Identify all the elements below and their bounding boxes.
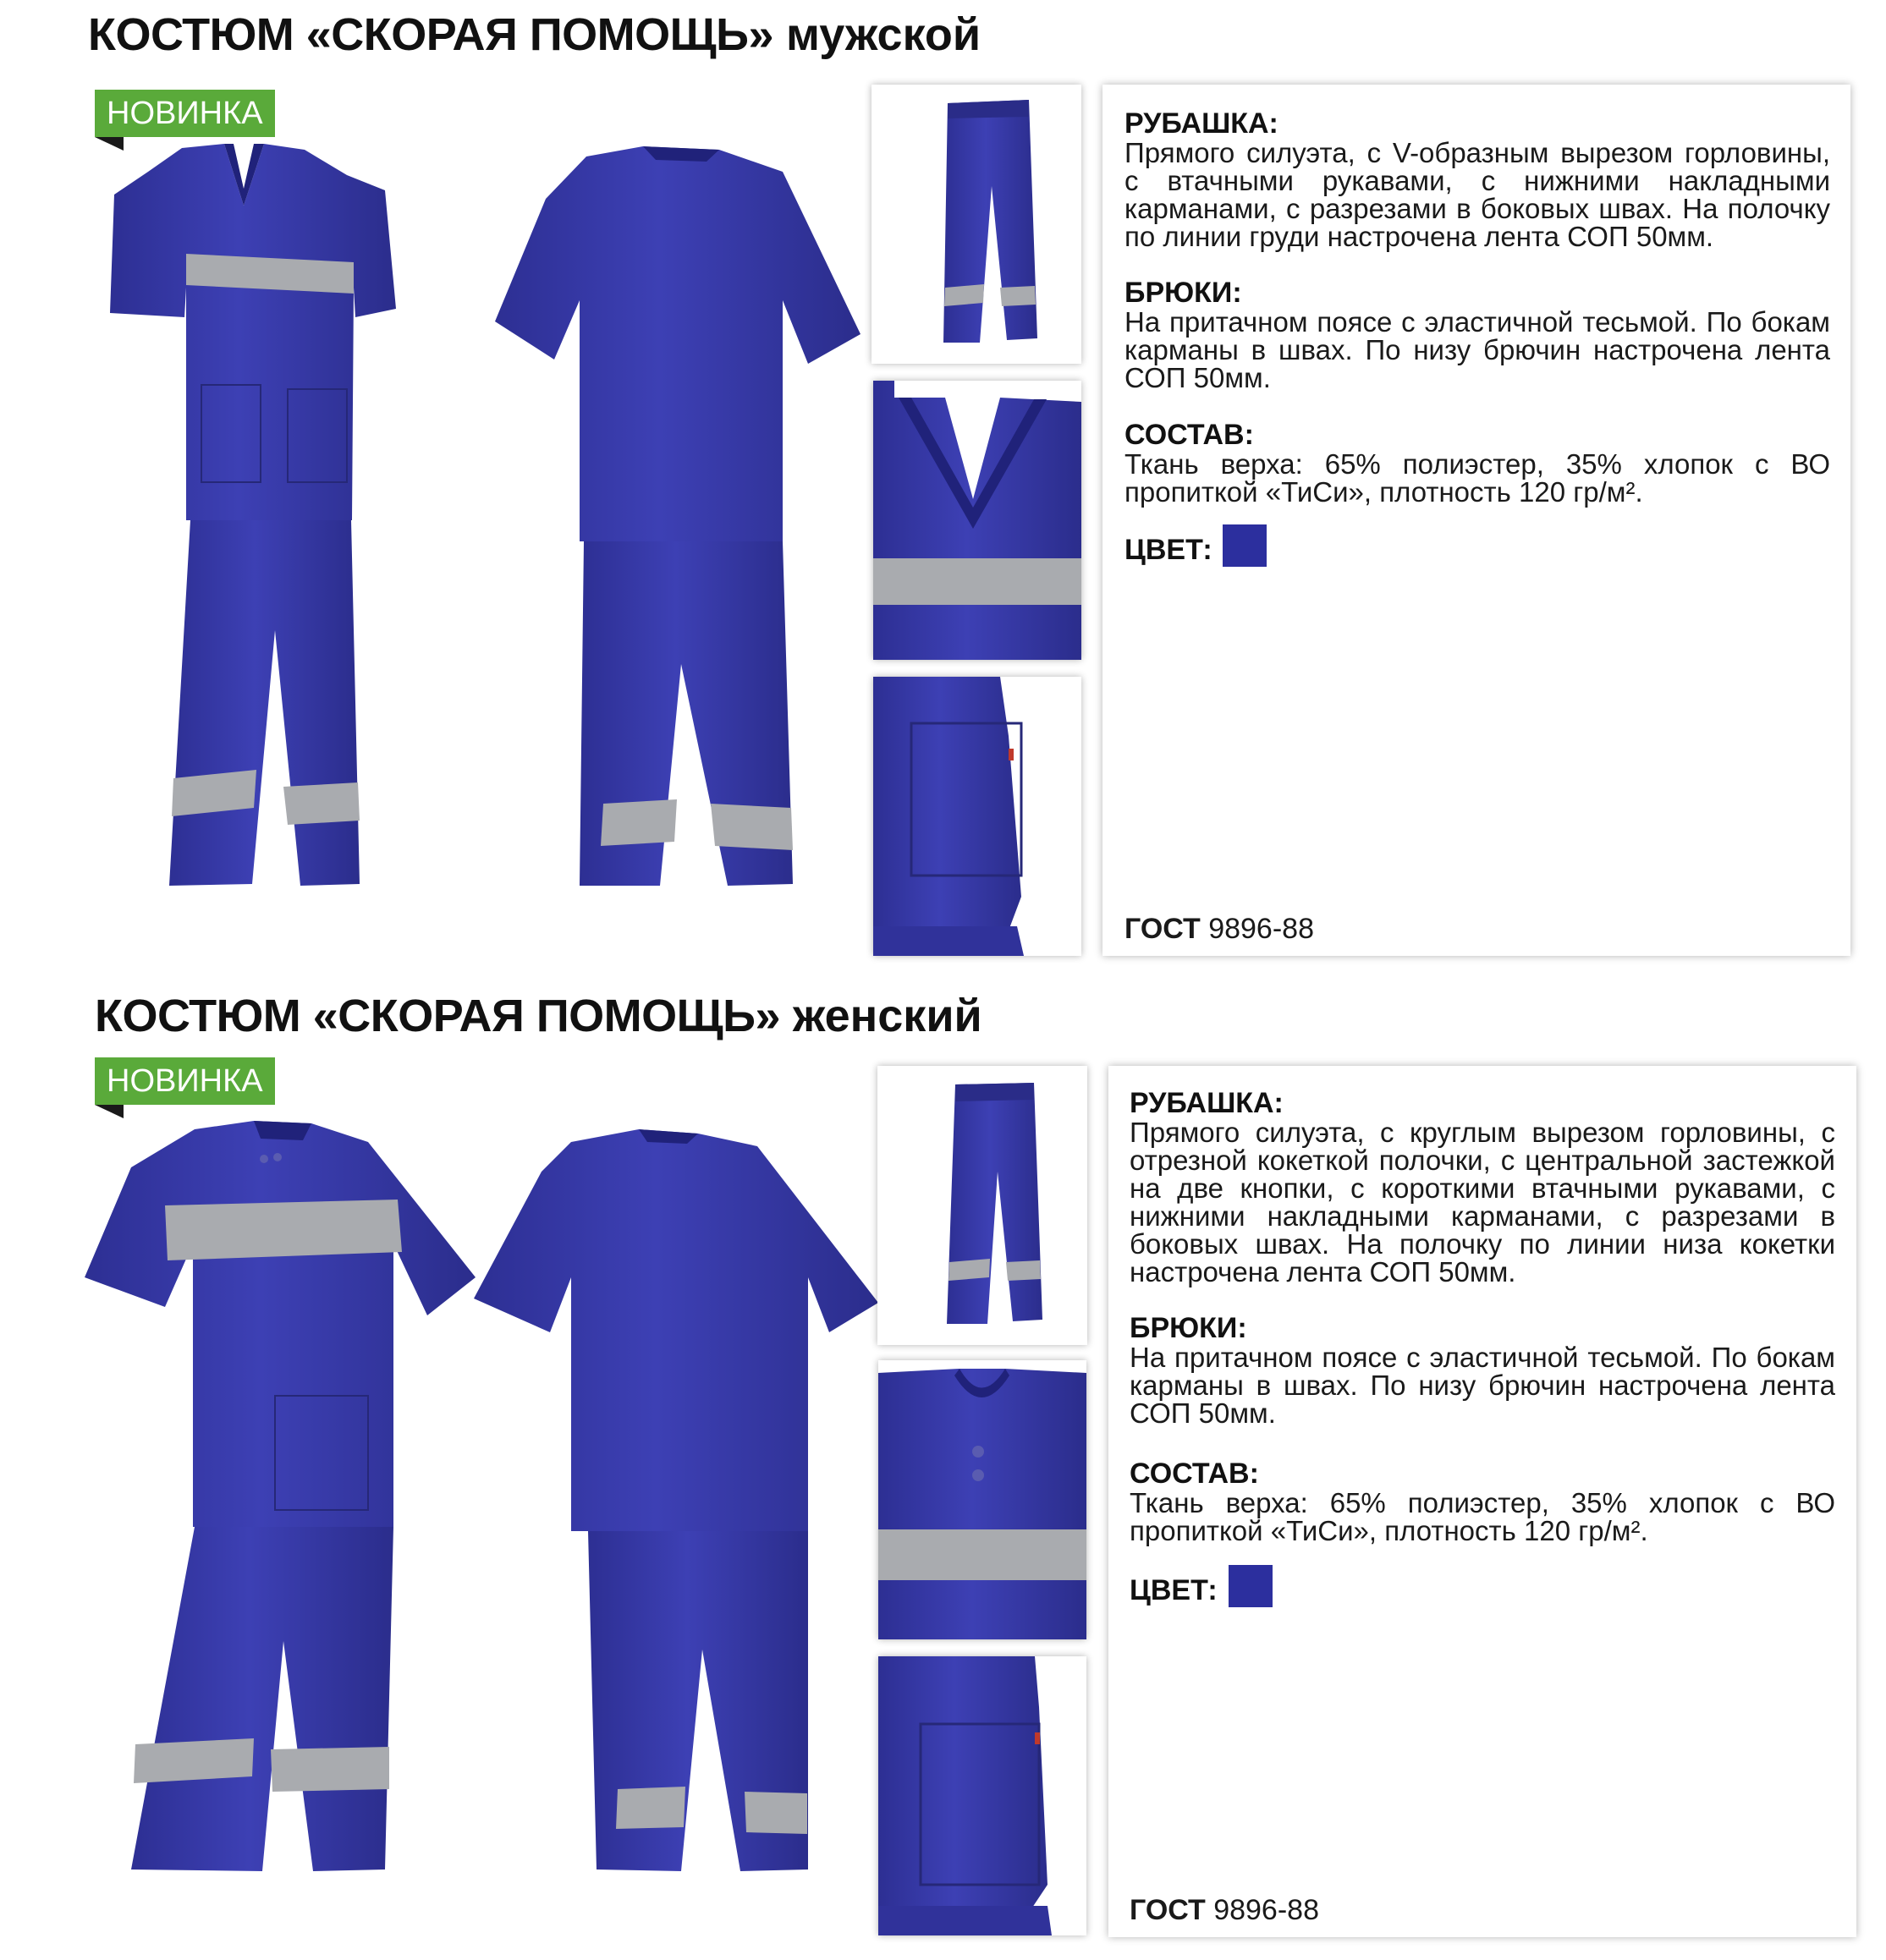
collar-detail-image bbox=[873, 381, 1081, 660]
composition-description: Ткань верха: 65% полиэстер, 35% хлопок с ВО пропиткой «ТиСи», плотность 120 гр/м². bbox=[1130, 1487, 1835, 1546]
product-info-box bbox=[1102, 85, 1850, 956]
pocket-detail-thumbnail[interactable] bbox=[873, 677, 1081, 956]
pants-label: БРЮКИ: bbox=[1130, 1312, 1247, 1344]
pocket-detail-image bbox=[878, 1656, 1086, 1935]
pants-thumbnail[interactable] bbox=[877, 1066, 1087, 1345]
collar-detail-image bbox=[878, 1360, 1086, 1639]
suit-back-image bbox=[495, 140, 867, 892]
shirt-description: Прямого силуэта, с V-образным вырезом горловины, с втачными рукавами, с нижними накладными карманами, с разрезами в боковых швах. На полочку по линии груди настрочена лента СОП 50мм. bbox=[1124, 137, 1830, 252]
product-title: КОСТЮМ «СКОРАЯ ПОМОЩЬ» мужской bbox=[88, 9, 981, 60]
pocket-detail-image bbox=[873, 677, 1081, 956]
product-info-box bbox=[1108, 1066, 1856, 1937]
product-section-women: КОСТЮМ «СКОРАЯ ПОМОЩЬ» женский НОВИНКА РУБАШКА: Прямого силуэта, с круглым вырезом горловины, с отрезной кокеткой полочки, с центральной застежкой на две кнопки, с короткими втачными рукавами, с нижними накладными карманами, с разрезами в боковых швах. На полочку по линии низа кокетки настрочена лента СОП 50мм. БРЮКИ: На притачном поясе с эластичной тесьмой. По бокам карманы в швах. По низу брючин настрочена лента СОП 50мм. СОСТАВ: Ткань верха: 65% полиэстер, 35% хлопок с ВО пропиткой «ТиСи», плотность 120 гр/м². ЦВЕТ: ГОСТ 9896-88 bbox=[0, 973, 1886, 1960]
suit-front-image bbox=[102, 140, 406, 892]
pocket-detail-thumbnail[interactable] bbox=[878, 1656, 1086, 1935]
pants-label: БРЮКИ: bbox=[1124, 277, 1242, 309]
gost-standard: ГОСТ 9896-88 bbox=[1124, 913, 1314, 945]
color-swatch bbox=[1223, 524, 1267, 567]
composition-label: СОСТАВ: bbox=[1124, 419, 1254, 451]
suit-back-image bbox=[474, 1125, 880, 1878]
pants-thumbnail[interactable] bbox=[872, 85, 1081, 364]
collar-detail-thumbnail[interactable] bbox=[878, 1360, 1086, 1639]
collar-detail-thumbnail[interactable] bbox=[873, 381, 1081, 660]
color-label: ЦВЕТ: bbox=[1130, 1574, 1218, 1606]
gost-standard: ГОСТ 9896-88 bbox=[1130, 1894, 1319, 1926]
product-title: КОСТЮМ «СКОРАЯ ПОМОЩЬ» женский bbox=[95, 991, 982, 1041]
composition-description: Ткань верха: 65% полиэстер, 35% хлопок с ВО пропиткой «ТиСи», плотность 120 гр/м². bbox=[1124, 448, 1830, 508]
pants-image bbox=[877, 1066, 1087, 1345]
pants-description: На притачном поясе с эластичной тесьмой. По бокам карманы в швах. По низу брючин настрочена лента СОП 50мм. bbox=[1130, 1342, 1835, 1429]
product-section-men: КОСТЮМ «СКОРАЯ ПОМОЩЬ» мужской НОВИНКА РУБАШКА: Прямого силуэта, с V-образным вырезом горловины, с втачными рукавами, с нижними накладными карманами, с разрезами в боковых швах. На полочку по линии груди настрочена лента СОП 50мм. БРЮКИ: На притачном поясе с эластичной тесьмой. По бокам карманы в швах. По низу брючин настрочена лента СОП 50мм. СОСТАВ: Ткань верха: 65% полиэстер, 35% хлопок с ВО пропиткой «ТиСи», плотность 120 гр/м². ЦВЕТ: ГОСТ 9896-88 bbox=[0, 0, 1886, 973]
shirt-description: Прямого силуэта, с круглым вырезом горловины, с отрезной кокеткой полочки, с центральной застежкой на две кнопки, с короткими втачными рукавами, с нижними накладными карманами, с разрезами в боковых швах. На полочку по линии низа кокетки настрочена лента СОП 50мм. bbox=[1130, 1117, 1835, 1287]
suit-front-image bbox=[85, 1117, 478, 1878]
composition-label: СОСТАВ: bbox=[1130, 1458, 1259, 1490]
pants-image bbox=[872, 85, 1081, 364]
shirt-label: РУБАШКА: bbox=[1124, 107, 1278, 140]
pants-description: На притачном поясе с эластичной тесьмой. По бокам карманы в швах. По низу брючин настрочена лента СОП 50мм. bbox=[1124, 306, 1830, 393]
color-label: ЦВЕТ: bbox=[1124, 534, 1212, 566]
color-swatch bbox=[1229, 1565, 1273, 1607]
shirt-label: РУБАШКА: bbox=[1130, 1087, 1284, 1119]
